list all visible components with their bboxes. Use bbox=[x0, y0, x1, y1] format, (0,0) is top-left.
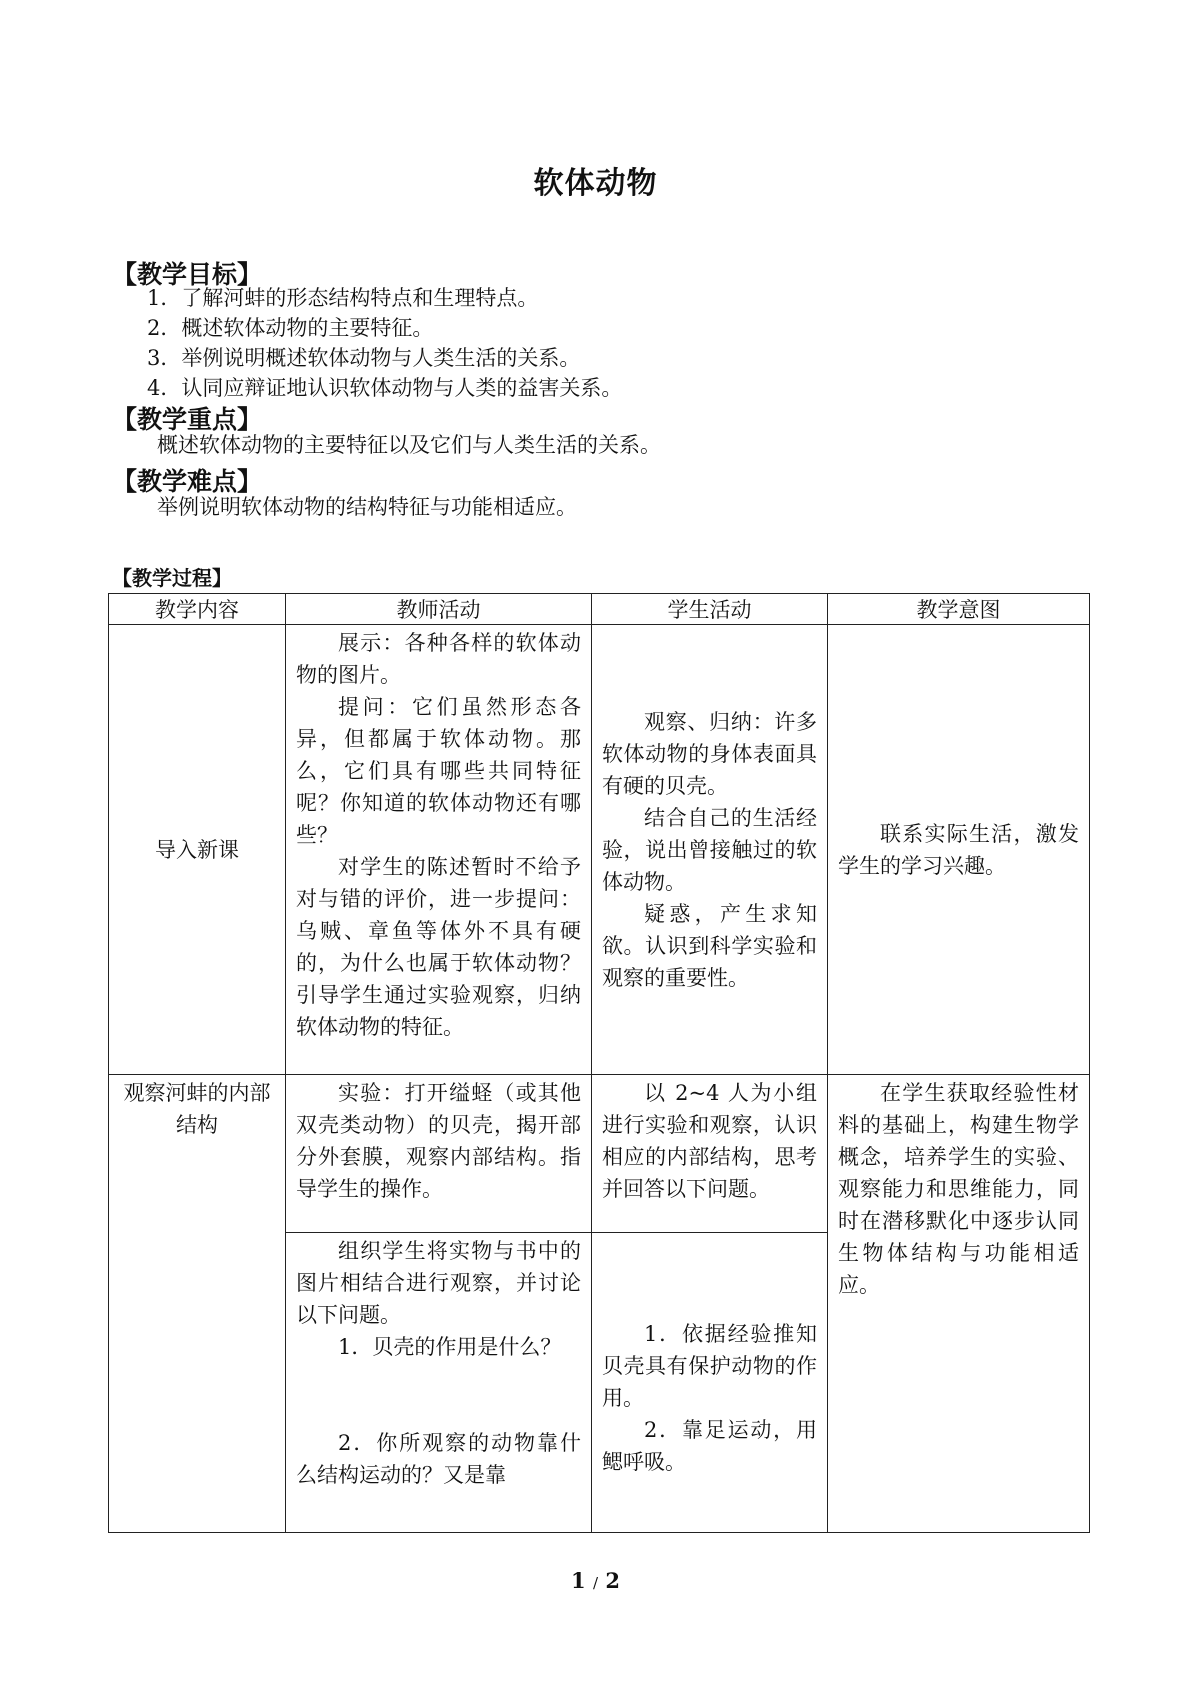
student-paragraph: 2．靠足运动，用鳃呼吸。 bbox=[602, 1417, 817, 1474]
content-cell bbox=[109, 625, 286, 1075]
page-current: 1 bbox=[571, 1568, 586, 1593]
table-header-row bbox=[109, 594, 1090, 625]
page-title: 软体动物 bbox=[533, 166, 658, 201]
student-cell bbox=[592, 625, 828, 1075]
student-cell bbox=[592, 1233, 828, 1533]
intent-cell bbox=[828, 1075, 1090, 1533]
intent-text: 联系实际生活，激发学生的学习兴趣。 bbox=[838, 821, 1079, 878]
page-number bbox=[0, 1568, 1191, 1593]
keypoints-heading: 【教学重点】 bbox=[112, 405, 263, 434]
teacher-cell bbox=[286, 1233, 592, 1533]
intent-text: 在学生获取经验性材料的基础上，构建生物学概念，培养学生的实验、观察能力和思维能力，同时在潜移默化中逐步认同生物体结构与功能相适应。 bbox=[838, 1081, 1079, 1297]
objective-item: 4．认同应辩证地认识软体动物与人类的益害关系。 bbox=[147, 376, 623, 400]
objective-item: 2．概述软体动物的主要特征。 bbox=[147, 316, 434, 340]
content-cell bbox=[109, 1075, 286, 1533]
header-teacher: 教师活动 bbox=[286, 594, 592, 625]
difficulties-text: 举例说明软体动物的结构特征与功能相适应。 bbox=[157, 495, 577, 519]
teacher-paragraph: 提问：它们虽然形态各异，但都属于软体动物。那么，它们具有哪些共同特征呢？你知道的软体动物还有哪些？ bbox=[296, 695, 581, 847]
teacher-paragraph: 1．贝壳的作用是什么？ bbox=[338, 1335, 562, 1359]
table-row bbox=[109, 1075, 1090, 1233]
difficulties-heading: 【教学难点】 bbox=[112, 467, 263, 496]
table-row bbox=[109, 625, 1090, 1075]
objective-item: 3．举例说明概述软体动物与人类生活的关系。 bbox=[147, 346, 581, 370]
teacher-paragraph: 2．你所观察的动物靠什么结构运动的？又是靠 bbox=[296, 1431, 581, 1487]
student-paragraph: 结合自己的生活经验，说出曾接触过的软体动物。 bbox=[602, 805, 817, 894]
teacher-paragraph: 对学生的陈述暂时不给予对与错的评价，进一步提问：乌贼、章鱼等体外不具有硬的，为什么也属于软体动物？引导学生通过实验观察，归纳软体动物的特征。 bbox=[296, 855, 581, 1039]
teacher-cell bbox=[286, 625, 592, 1075]
teacher-paragraph: 实验：打开缢蛏（或其他双壳类动物）的贝壳，揭开部分外套膜，观察内部结构。指导学生的操作。 bbox=[296, 1081, 581, 1201]
student-cell bbox=[592, 1075, 828, 1233]
header-student: 学生活动 bbox=[592, 594, 828, 625]
page-total: 2 bbox=[605, 1568, 620, 1593]
student-paragraph: 疑惑，产生求知欲。认识到科学实验和观察的重要性。 bbox=[602, 901, 817, 990]
student-paragraph: 观察、归纳：许多软体动物的身体表面具有硬的贝壳。 bbox=[602, 709, 817, 798]
header-intent: 教学意图 bbox=[828, 594, 1090, 625]
objective-item: 1．了解河蚌的形态结构特点和生理特点。 bbox=[147, 286, 539, 310]
process-table bbox=[108, 593, 1090, 1533]
process-heading: 【教学过程】 bbox=[112, 566, 232, 590]
content-text: 观察河蚌的内部结构 bbox=[123, 1081, 271, 1137]
content-text: 导入新课 bbox=[155, 837, 239, 862]
teacher-paragraph: 展示：各种各样的软体动物的图片。 bbox=[296, 631, 581, 687]
teacher-cell bbox=[286, 1075, 592, 1233]
header-content: 教学内容 bbox=[109, 594, 286, 625]
student-paragraph: 1．依据经验推知贝壳具有保护动物的作用。 bbox=[602, 1321, 817, 1410]
teacher-paragraph: 组织学生将实物与书中的图片相结合进行观察，并讨论以下问题。 bbox=[296, 1239, 581, 1327]
keypoints-text: 概述软体动物的主要特征以及它们与人类生活的关系。 bbox=[157, 433, 661, 457]
intent-cell bbox=[828, 625, 1090, 1075]
student-paragraph: 以 2~4 人为小组进行实验和观察，认识相应的内部结构，思考并回答以下问题。 bbox=[602, 1081, 817, 1201]
objectives-heading: 【教学目标】 bbox=[112, 260, 263, 289]
page-separator: / bbox=[592, 1574, 599, 1592]
